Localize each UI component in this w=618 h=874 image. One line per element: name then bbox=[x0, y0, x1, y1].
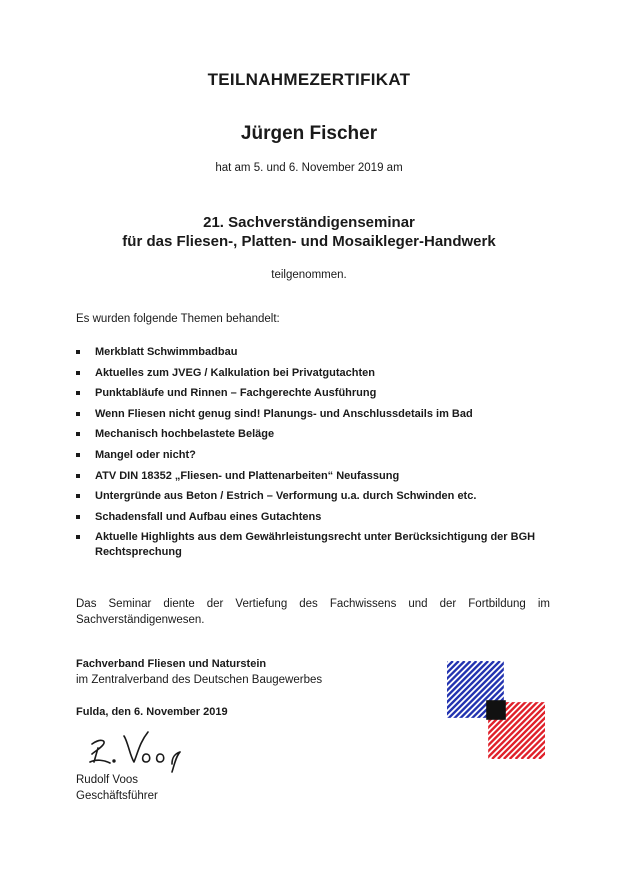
signer-name: Rudolf Voos bbox=[76, 774, 139, 786]
topic-item: ATV DIN 18352 „Fliesen- und Plattenarbeiten“ Neufassung bbox=[76, 469, 556, 484]
fachverband-logo-icon bbox=[447, 660, 545, 760]
topic-item: Untergründe aus Beton / Estrich – Verformung u.a. durch Schwinden etc. bbox=[76, 489, 556, 504]
seminar-title-line1: 21. Sachverständigenseminar bbox=[203, 214, 415, 231]
closing-statement: Das Seminar diente der Vertiefung des Fachwissens und der Fortbildung im Sachverständigenwesen. bbox=[76, 598, 550, 626]
signature-image bbox=[88, 728, 208, 774]
signer-role: Geschäftsführer bbox=[76, 790, 158, 802]
certificate-title: TEILNAHMEZERTIFIKAT bbox=[207, 70, 411, 89]
topic-item: Punktabläufe und Rinnen – Fachgerechte Ausführung bbox=[76, 386, 556, 401]
participated-text: teilgenommen. bbox=[271, 269, 347, 281]
topic-item: Mechanisch hochbelastete Beläge bbox=[76, 427, 556, 442]
attendance-date: hat am 5. und 6. November 2019 am bbox=[215, 162, 403, 174]
topic-item: Wenn Fliesen nicht genug sind! Planungs- und Anschlussdetails im Bad bbox=[76, 407, 556, 422]
seminar-title bbox=[0, 213, 618, 251]
topic-item: Merkblatt Schwimmbadbau bbox=[76, 345, 556, 360]
topic-item: Aktuelles zum JVEG / Kalkulation bei Privatgutachten bbox=[76, 366, 556, 381]
topic-item: Schadensfall und Aufbau eines Gutachtens bbox=[76, 510, 556, 525]
place-and-date: Fulda, den 6. November 2019 bbox=[76, 706, 228, 718]
organization-subtitle: im Zentralverband des Deutschen Baugewerbes bbox=[76, 674, 323, 686]
topic-item: Mangel oder nicht? bbox=[76, 448, 556, 463]
topics-intro: Es wurden folgende Themen behandelt: bbox=[76, 313, 280, 325]
topics-list bbox=[76, 345, 556, 566]
participant-name: Jürgen Fischer bbox=[240, 123, 378, 144]
topic-item: Aktuelle Highlights aus dem Gewährleistungsrecht unter Berücksichtigung der BGH Rechtsprechung bbox=[76, 530, 556, 560]
organization-name: Fachverband Fliesen und Naturstein bbox=[76, 658, 267, 670]
seminar-title-line2: für das Fliesen-, Platten- und Mosaikleger-Handwerk bbox=[122, 233, 496, 250]
